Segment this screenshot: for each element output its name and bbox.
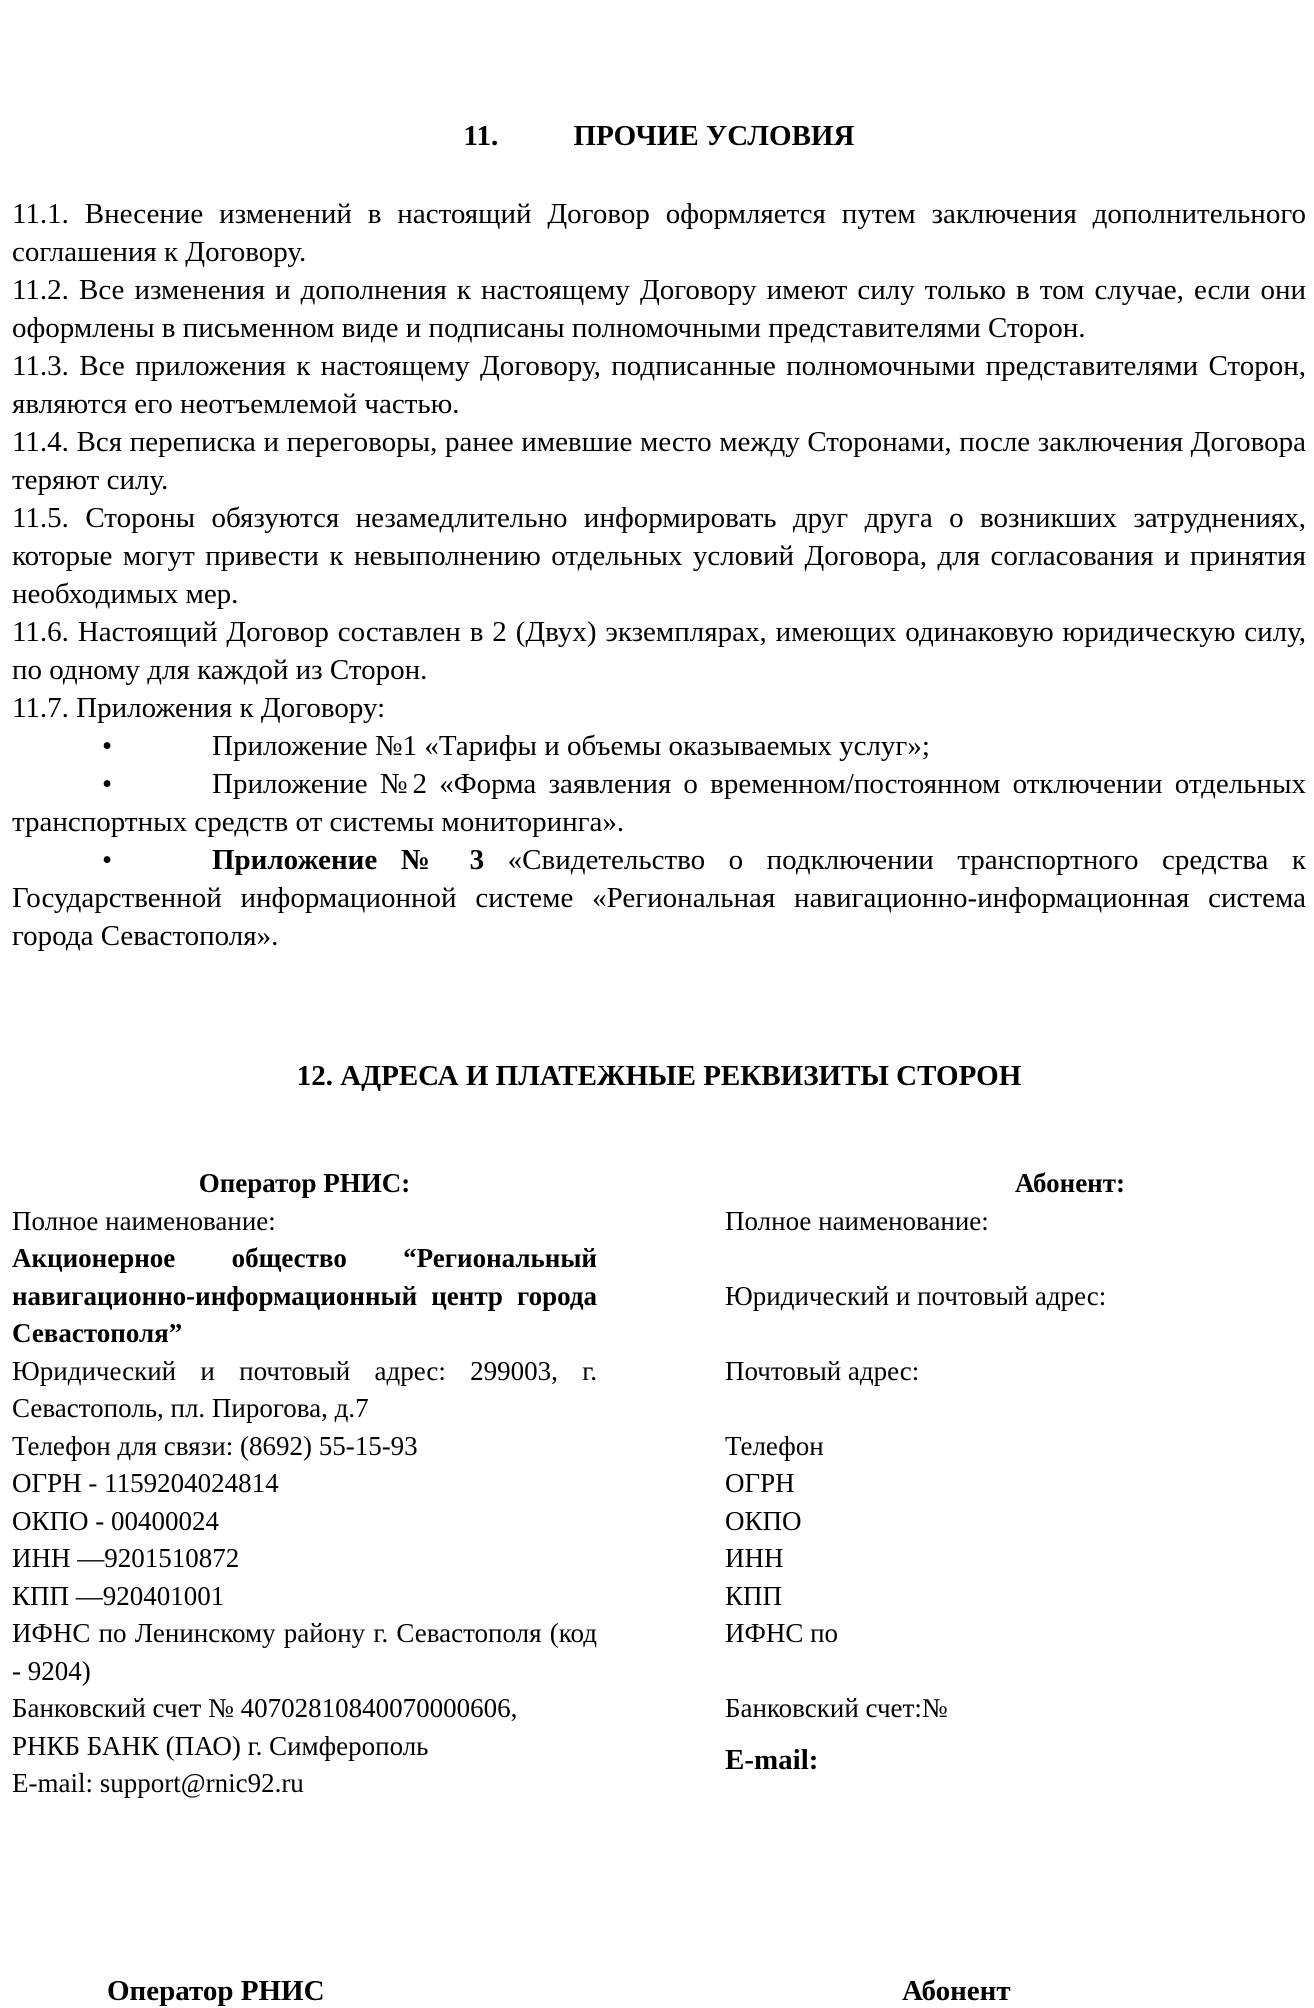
appendix-item	[12, 727, 1306, 765]
operator-email: E-mail: support@rnic92.ru	[12, 1768, 304, 1798]
section-11-clauses	[12, 195, 1306, 955]
clause-11-5: 11.5. Стороны обязуются незамедлительно информировать друг друга о возникших затруднениях, которые могут привести к невыполнению отдельных условий Договора, для согласования и принятия необходимых мер.	[12, 502, 1306, 610]
appendix-item	[12, 765, 1306, 841]
subscriber-legal-address-label: Юридический и почтовый адрес:	[725, 1280, 1107, 1311]
subscriber-bank-account-label: Банковский счет:№	[725, 1693, 948, 1723]
appendix-3-lead: Приложение № 3	[212, 844, 485, 876]
subscriber-inn-label: ИНН	[725, 1543, 784, 1573]
section-11-heading: ПРОЧИЕ УСЛОВИЯ	[573, 120, 855, 152]
operator-inn: ИНН —9201510872	[12, 1543, 240, 1573]
subscriber-okpo-label: ОКПО	[725, 1505, 802, 1536]
section-12-title: 12. АДРЕСА И ПЛАТЕЖНЫЕ РЕКВИЗИТЫ СТОРОН	[296, 1060, 1022, 1092]
section-11-title	[12, 120, 1306, 153]
subscriber-heading: Абонент:	[1014, 1168, 1125, 1198]
appendix-1-text: Приложение №1 «Тарифы и объемы оказываемых услуг»;	[212, 730, 930, 762]
clause-11-1: 11.1. Внесение изменений в настоящий Договор оформляется путем заключения дополнительного соглашения к Договору.	[12, 198, 1306, 268]
subscriber-email-label: E-mail:	[725, 1743, 819, 1776]
subscriber-ogrn-label: ОГРН	[725, 1468, 795, 1498]
subscriber-phone-label: Телефон	[725, 1430, 824, 1461]
operator-signature-label: Оператор РНИС	[107, 1975, 325, 2007]
subscriber-ifns-label: ИФНС по	[725, 1618, 839, 1648]
subscriber-full-name-label: Полное наименование:	[725, 1205, 989, 1236]
bullet-icon: •	[102, 768, 113, 800]
subscriber-column	[725, 1165, 1305, 1779]
appendix-item	[12, 841, 1306, 955]
bullet-icon: •	[102, 844, 113, 876]
subscriber-postal-address-label: Почтовый адрес:	[725, 1355, 920, 1386]
clause-11-3: 11.3. Все приложения к настоящему Договору, подписанные полномочными представителями Сторон, являются его неотъемлемой частью.	[12, 350, 1306, 420]
clause-11-7: 11.7. Приложения к Договору:	[12, 692, 386, 724]
operator-address: Юридический и почтовый адрес: 299003, г. Севастополь, пл. Пирогова, д.7	[12, 1355, 597, 1423]
operator-full-name: Акционерное общество “Региональный навигационно-информационный центр города Севастополя”	[12, 1243, 597, 1348]
clause-11-6: 11.6. Настоящий Договор составлен в 2 (Двух) экземплярах, имеющих одинаковую юридическую силу, по одному для каждой из Сторон.	[12, 616, 1306, 686]
subscriber-kpp-label: КПП	[725, 1580, 783, 1611]
operator-full-name-label: Полное наименование:	[12, 1205, 276, 1236]
clause-11-4: 11.4. Вся переписка и переговоры, ранее имевшие место между Сторонами, после заключения Договора теряют силу.	[12, 426, 1306, 496]
operator-bank: РНКБ БАНК (ПАО) г. Симферополь	[12, 1730, 429, 1761]
bullet-icon: •	[102, 730, 113, 762]
section-11-number: 11.	[463, 120, 499, 152]
operator-ifns: ИФНС по Ленинскому району г. Севастополя (код - 9204)	[12, 1618, 597, 1686]
operator-heading: Оператор РНИС:	[198, 1168, 411, 1198]
operator-column	[12, 1165, 597, 1803]
operator-okpo: ОКПО - 00400024	[12, 1505, 219, 1536]
clause-11-2: 11.2. Все изменения и дополнения к настоящему Договору имеют силу только в том случае, если они оформлены в письменном виде и подписаны полномочными представителями Сторон.	[12, 274, 1306, 344]
operator-kpp: КПП —920401001	[12, 1580, 225, 1611]
operator-phone: Телефон для связи: (8692) 55-15-93	[12, 1430, 418, 1461]
appendix-2-text: Приложение №2 «Форма заявления о временном/постоянном отключении отдельных транспортных средств от системы мониторинга».	[12, 768, 1306, 838]
operator-bank-account: Банковский счет № 40702810840070000606,	[12, 1693, 518, 1723]
subscriber-signature-label: Абонент	[902, 1975, 1011, 2007]
operator-ogrn: ОГРН - 1159204024814	[12, 1468, 279, 1498]
appendix-3-text: «Свидетельство о подключении транспортного средства к Государственной информационной системе «Региональная навигационно-информационная система города Севастополя».	[12, 844, 1306, 952]
